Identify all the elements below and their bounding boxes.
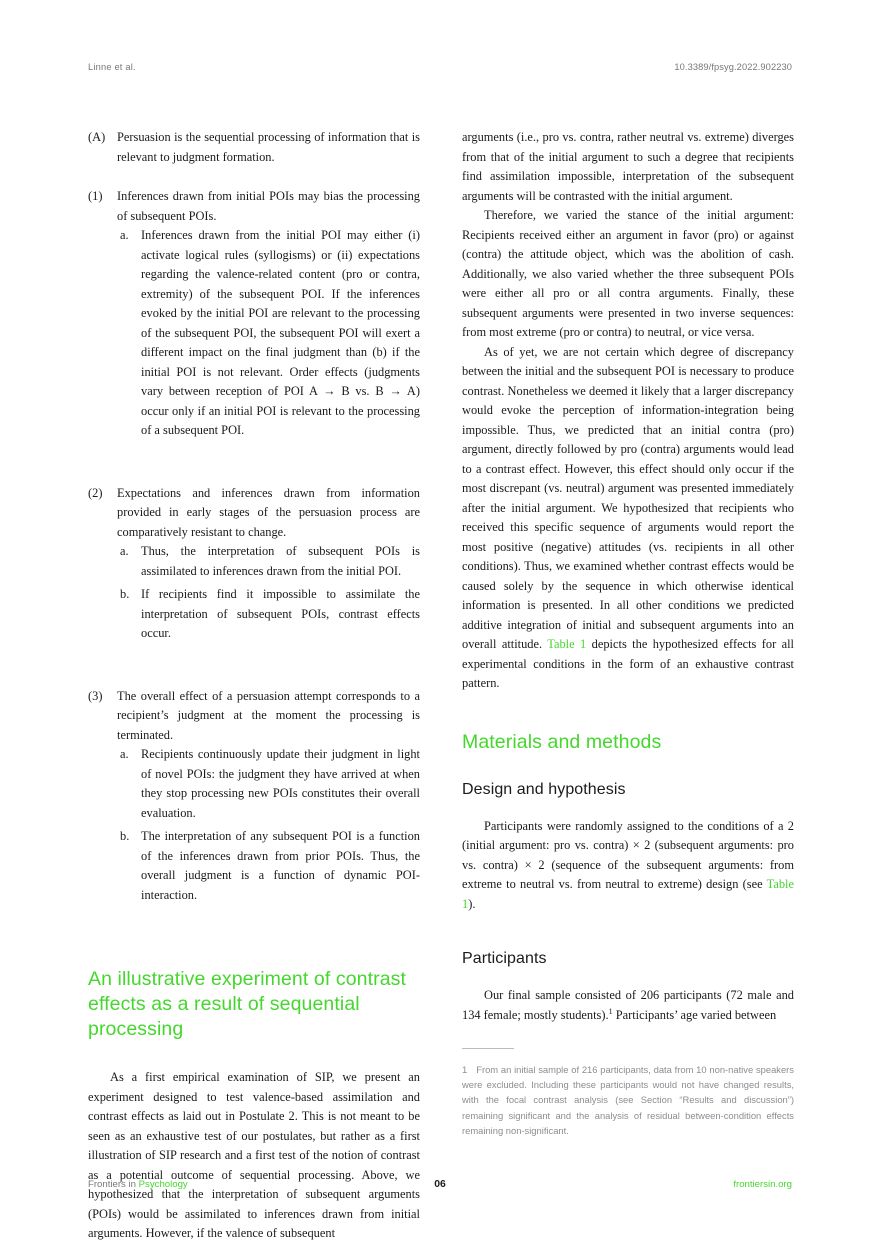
- list-item: [88, 687, 420, 746]
- list-marker: a.: [120, 228, 129, 242]
- list-text: Inferences drawn from initial POIs may bias the processing of subsequent POIs.: [117, 189, 420, 223]
- running-head: [88, 62, 792, 76]
- table-1-link[interactable]: Table 1: [547, 637, 587, 651]
- paragraph-as-of-yet-part2: depicts the hypothesized effects for all experimental conditions in the form of an exhaustive contrast pattern.: [462, 637, 794, 690]
- section-heading-illustrative-experiment: An illustrative experiment of contrast effects as a result of sequential processing: [88, 968, 407, 1040]
- list-text: The overall effect of a persuasion attempt corresponds to a recipient’s judgment at the moment the processing is terminated.: [117, 688, 420, 742]
- paragraph-participants-part2: Participants’ age varied between: [612, 1007, 777, 1022]
- postulate-list-1: [88, 187, 420, 226]
- list-marker: b.: [120, 829, 130, 843]
- footnote-block: [462, 1048, 794, 1138]
- list-item: [120, 745, 420, 823]
- list-marker: (1): [88, 189, 103, 203]
- list-item: [88, 128, 420, 167]
- footnote-body: From an initial sample of 216 participants, data from 10 non-native speakers were excluded. Including these participants would not have changed results, with the focal contrast analysis (see Section “Results and discussion”) remaining significant and the analysis of residual between-condition effects remaining non-significant.: [462, 1063, 794, 1136]
- list-marker: (2): [88, 485, 103, 500]
- postulate-sublist-3: [120, 745, 420, 905]
- list-item: [120, 226, 420, 441]
- postulate-list-3: [88, 687, 420, 746]
- paragraph-continued: arguments (i.e., pro vs. contra, rather neutral vs. extreme) diverges from that of the initial argument to such a degree that recipients find assimilation impossible, interpretation of the subsequent arguments will be contrasted with the initial argument.: [462, 130, 794, 203]
- list-item: [88, 187, 420, 226]
- postulate-group-2: [88, 484, 420, 644]
- postulate-sublist-1: [120, 226, 420, 441]
- postulate-sublist-2: [120, 542, 420, 644]
- paragraph-design-part1: Participants were randomly assigned to the conditions of a 2 (initial argument: pro vs. contra) × 2 (subsequent arguments: pro vs. contra) × 2 (sequence of the subsequent arguments: from extreme to neutral vs. from neutral to extreme) design (see: [462, 818, 794, 891]
- list-marker: (3): [88, 688, 103, 703]
- paragraph-therefore: Therefore, we varied the stance of the initial argument: Recipients received either an argument in favor (pro) or against (contra) the attitude object, which was the abolition of cash. Additionally, we also varied whether the three subsequent POIs were either all pro or all contra arguments. Finally, these subsequent arguments were presented in two inverse sequences: from most extreme (pro or contra) to neutral, or vice versa.: [462, 208, 794, 339]
- list-text: The interpretation of any subsequent POI is a function of the inferences drawn from prior POIs. Thus, the overall judgment is a function of dynamic POI-interaction.: [141, 829, 420, 902]
- list-text: Recipients continuously update their judgment in light of novel POIs: the judgment they have arrived at when they stop processing new POIs constitutes their overall evaluation.: [141, 747, 420, 820]
- postulate-list-a: [88, 128, 420, 167]
- paragraph-participants: [462, 986, 794, 1025]
- footer-website-link[interactable]: frontiersin.org: [733, 1179, 792, 1190]
- list-item: [120, 542, 420, 581]
- list-marker: b.: [120, 587, 130, 601]
- footer-journal-name[interactable]: Psychology: [138, 1179, 188, 1190]
- list-marker: a.: [120, 544, 129, 558]
- section-heading-participants: Participants: [462, 950, 547, 967]
- footnote-reference-marker[interactable]: 1: [608, 1006, 613, 1016]
- list-item: [120, 827, 420, 905]
- running-head-authors: Linne et al.: [88, 62, 136, 72]
- list-text: Inferences drawn from the initial POI may either (i) activate logical rules (syllogisms) or (ii) expectations regarding the valence-related content (pro or contra, extremity) of the subsequent POI. If the inferences evoked by the initial POI are relevant to the processing of the subsequent POI, the subsequent POI will exert a different impact on the final judgment than (b) if the initial POI is not relevant. Order effects (judgments vary between reception of POI A → B vs. B → A) occur only if an initial POI is relevant to the processing of a subsequent POI.: [141, 228, 420, 437]
- paragraph-participants-part1: Our final sample consisted of 206 participants (72 male and 134 female; mostly students).: [462, 988, 794, 1022]
- footnote-text: [462, 1062, 794, 1138]
- postulate-group-1: [88, 187, 420, 441]
- list-text: If recipients find it impossible to assimilate the interpretation of subsequent POIs, contrast effects occur.: [141, 587, 420, 640]
- paragraph-illustrative-experiment: As a first empirical examination of SIP, we present an experiment designed to test valence-based assimilation and contrast effects as laid out in Postulate 2. This is not meant to be seen as an exhaustive test of our postulates, but rather as a first illustration of SIP research and a first test of the notion of contrast as a potential outcome of sequential processing. Above, we hypothesized that the interpretation of subsequent arguments (POIs) would be assimilated to inferences drawn from initial arguments. However, if the valence of subsequent: [88, 1070, 420, 1240]
- postulate-group-3: [88, 687, 420, 906]
- list-marker: (A): [88, 130, 106, 144]
- footer-brand-prefix: Frontiers in: [88, 1179, 139, 1190]
- list-text: Persuasion is the sequential processing of information that is relevant to judgment formation.: [117, 130, 420, 164]
- paragraph-design: [462, 817, 794, 915]
- page-footer: [88, 1179, 792, 1193]
- footnote-number: 1: [462, 1063, 468, 1075]
- footnote-divider: [462, 1048, 514, 1049]
- right-column: [462, 128, 794, 1138]
- paragraph-as-of-yet: [462, 343, 794, 694]
- paragraph-design-part2: ).: [468, 896, 476, 911]
- paragraph-as-of-yet-part1: As of yet, we are not certain which degree of discrepancy between the initial and the subsequent POI is necessary to produce contrast. Nonetheless we deemed it likely that a larger discrepancy would evoke the perception of information-integration being impossible. Thus, we predicted that an initial contra (pro) argument, directly followed by pro (contra) arguments would lead to a contrast effect. However, this effect should only occur if the most discrepant (vs. neutral) argument was presented immediately after the initial argument. We hypothesized that recipients who received this specific sequence of arguments would report the most positive (negative) attitudes (vs. recipients in all other conditions). Thus, we examined whether contrast effects would be caused solely by the sequence in which otherwise identical information is presented. In all other conditions we predicted additive integration of initial and subsequent arguments into an overall attitude.: [462, 344, 794, 651]
- list-marker: a.: [120, 747, 129, 761]
- list-text: Thus, the interpretation of subsequent POIs is assimilated to inferences drawn from the initial POI.: [141, 544, 420, 578]
- section-heading-design-and-hypothesis: Design and hypothesis: [462, 780, 626, 798]
- page-number: 06: [434, 1179, 446, 1190]
- list-text: Expectations and inferences drawn from information provided in early stages of the persuasion process are comparatively resistant to change.: [117, 485, 420, 539]
- section-heading-materials-and-methods: Materials and methods: [462, 730, 662, 753]
- list-item: [120, 585, 420, 644]
- postulate-list-2: [88, 484, 420, 543]
- list-item: [88, 484, 420, 543]
- running-head-doi[interactable]: 10.3389/fpsyg.2022.902230: [674, 62, 792, 72]
- table-1-link[interactable]: Table 1: [462, 877, 794, 911]
